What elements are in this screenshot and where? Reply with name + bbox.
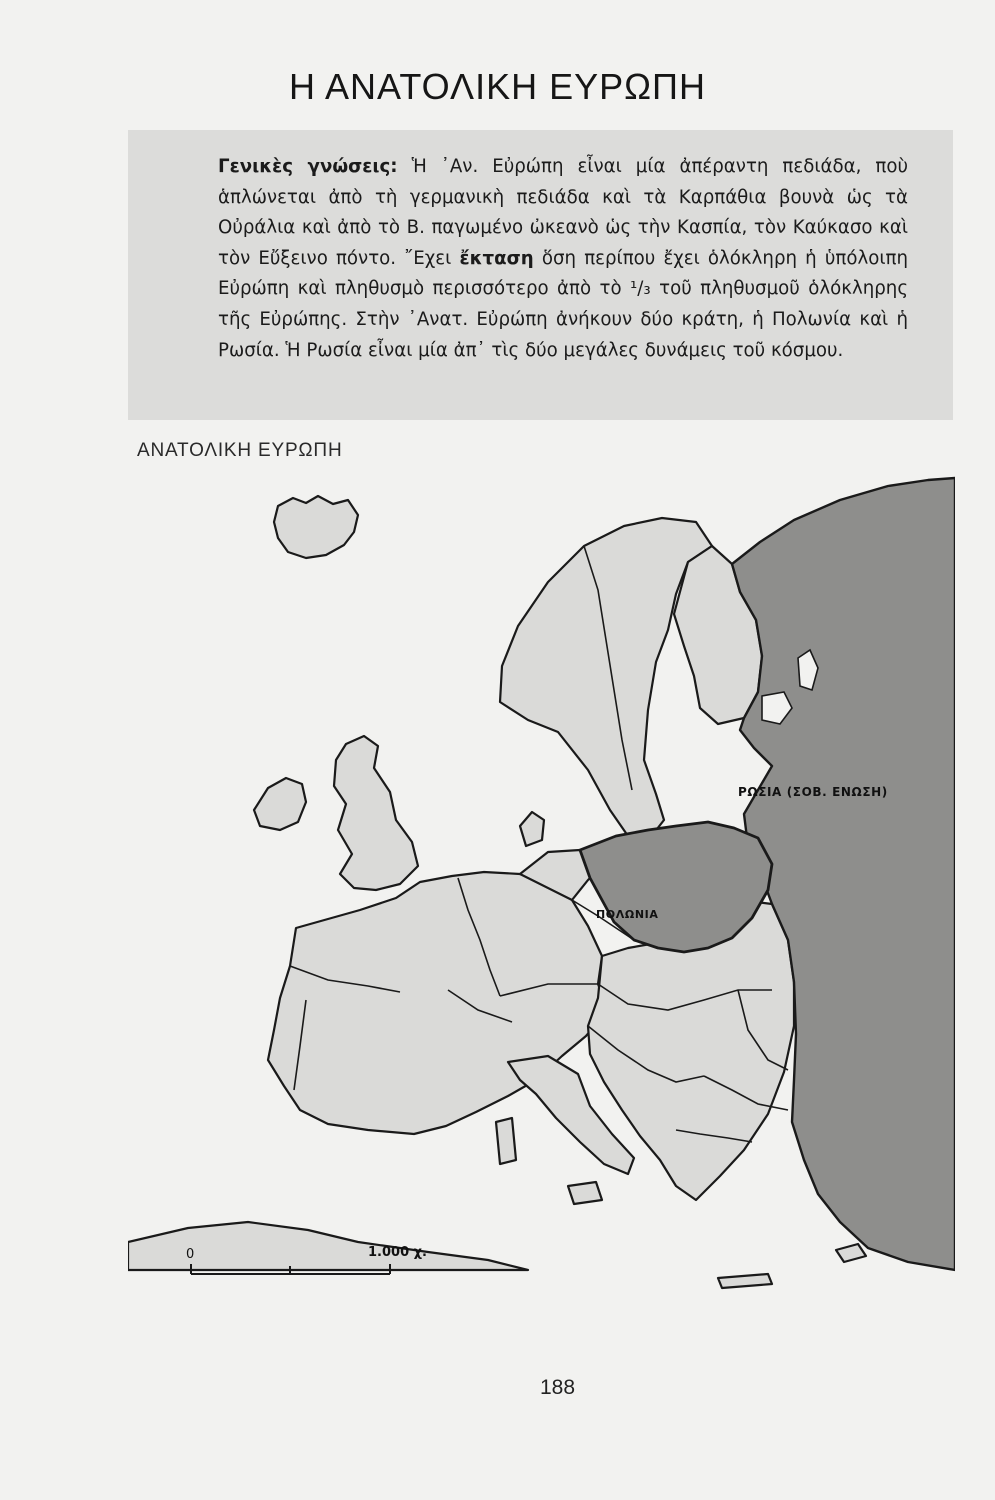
scandinavia-shape: [500, 518, 712, 838]
info-text-part2: ὅση περίπου ἔχει ὁλόκληρη ἡ ὑπόλοιπη Εὐρώπη καὶ πληθυσμὸ περισσότερο ἀπὸ τὸ ¹/₃ τοῦ πληθυσμοῦ ὁλόκληρης τῆς Εὐρώπης. Στὴν ᾿Ανατ. Εὐρώπη ἀνήκουν δύο κράτη, ἡ Πολωνία καὶ ἡ Ρωσία. Ἡ Ρωσία εἶναι μία ἀπ᾿ τὶς δύο μεγάλες δυνάμεις τοῦ κόσμου.: [218, 247, 908, 361]
iceland-shape: [274, 496, 358, 558]
crete-shape: [718, 1274, 772, 1288]
scale-end-label: 1.000 χ.: [368, 1245, 427, 1260]
info-text-part1: Ἡ ᾿Αν. Εὐρώπη εἶναι μία ἀπέραντη πεδιάδα, ποὺ ἁπλώνεται ἀπὸ τὴ γερμανικὴ πεδιάδα καὶ τὰ Καρπάθια βουνὰ ὡς τὰ Οὐράλια καὶ ἀπὸ τὸ Β. παγωμένο ὠκεανὸ ὡς τὴν Κασπία, τὸν Καύκασο καὶ τὸν Εὔξεινο πόντο. ῎Εχει: [218, 156, 908, 269]
sardinia-shape: [496, 1118, 516, 1164]
info-keyword: ἔκταση: [459, 247, 534, 269]
page-title: Η ΑΝΑΤΟΛΙΚΗ ΕΥΡΩΠΗ: [288, 66, 707, 107]
britain-shape: [334, 736, 418, 890]
cyprus-shape: [836, 1244, 866, 1262]
sicily-shape: [568, 1182, 602, 1204]
europe-map: [128, 470, 955, 1300]
scale-start-label: 0: [186, 1247, 195, 1262]
north-africa-shape: [128, 1222, 528, 1270]
ireland-shape: [254, 778, 306, 830]
page-number: 188: [539, 1376, 576, 1399]
info-lead: Γενικὲς γνώσεις:: [218, 156, 398, 177]
info-text: [218, 152, 908, 366]
map-caption: ΑΝΑΤΟΛΙΚΗ ΕΥΡΩΠΗ: [137, 440, 343, 461]
russia-label: ΡΩΣΙΑ (ΣΟΒ. ΕΝΩΣΗ): [738, 785, 888, 799]
poland-label: ΠΟΛΩΝΙΑ: [596, 908, 659, 921]
denmark-shape: [520, 812, 544, 846]
